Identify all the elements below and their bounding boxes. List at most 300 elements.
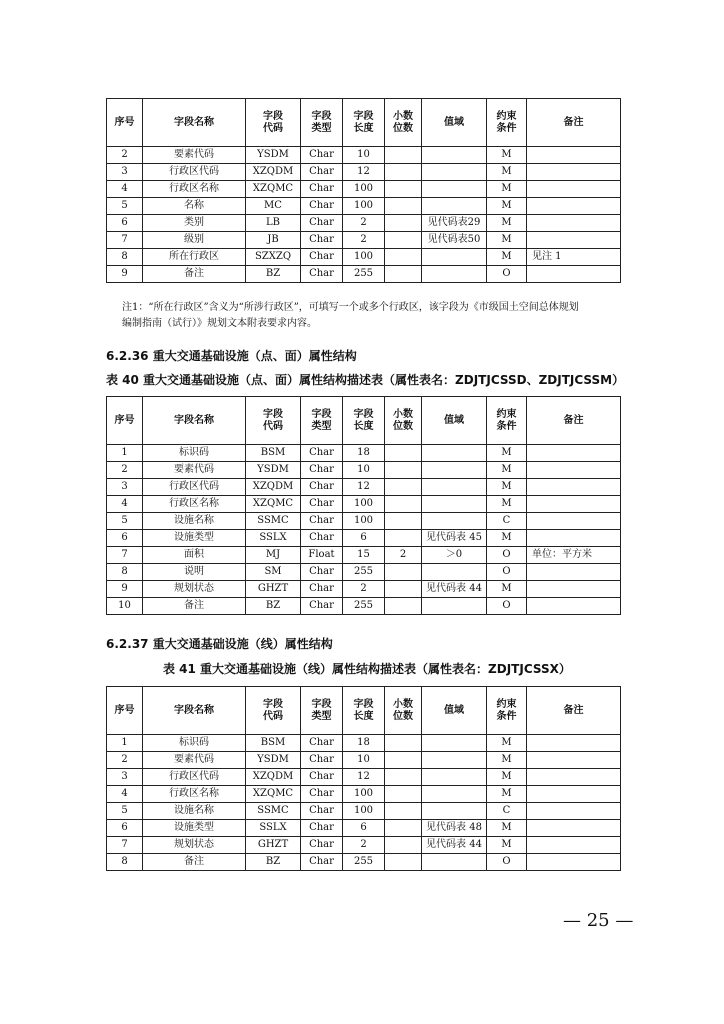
cell-seq: 5 — [107, 513, 143, 530]
table-row — [107, 232, 621, 249]
cell-remark — [527, 564, 621, 581]
cell-remark — [527, 513, 621, 530]
cell-type: Char — [301, 786, 343, 803]
cell-type: Char — [301, 249, 343, 266]
cell-decimals — [385, 735, 422, 752]
cell-length: 255 — [343, 266, 385, 283]
cell-decimals — [385, 820, 422, 837]
cell-decimals — [385, 462, 422, 479]
cell-code: MC — [246, 198, 301, 215]
header-length: 字段 长度 — [343, 687, 385, 735]
cell-remark: 单位：平方米 — [527, 547, 621, 564]
cell-seq: 2 — [107, 462, 143, 479]
note-line-2: 编制指南（试行）》规划文本附表要求内容。 — [122, 318, 317, 329]
cell-name: 备注 — [143, 854, 246, 871]
cell-remark — [527, 598, 621, 615]
cell-remark — [527, 786, 621, 803]
cell-name: 标识码 — [143, 735, 246, 752]
cell-constraint: M — [487, 249, 527, 266]
table-row — [107, 803, 621, 820]
header-decimals: 小数 位数 — [385, 687, 422, 735]
cell-name: 行政区代码 — [143, 479, 246, 496]
cell-length: 10 — [343, 462, 385, 479]
cell-constraint: M — [487, 147, 527, 164]
cell-remark — [527, 854, 621, 871]
header-name: 字段名称 — [143, 687, 246, 735]
cell-code: GHZT — [246, 581, 301, 598]
cell-length: 2 — [343, 215, 385, 232]
cell-code: SSLX — [246, 820, 301, 837]
table-row — [107, 547, 621, 564]
cell-remark — [527, 581, 621, 598]
cell-domain — [422, 496, 487, 513]
table-row — [107, 215, 621, 232]
cell-decimals: 2 — [385, 547, 422, 564]
cell-domain — [422, 786, 487, 803]
cell-length: 100 — [343, 513, 385, 530]
cell-constraint: M — [487, 164, 527, 181]
header-length: 字段 长度 — [343, 99, 385, 147]
table-body — [107, 147, 621, 283]
table-row — [107, 581, 621, 598]
cell-code: GHZT — [246, 837, 301, 854]
cell-code: JB — [246, 232, 301, 249]
header-remark: 备注 — [527, 397, 621, 445]
table-row — [107, 479, 621, 496]
cell-seq: 4 — [107, 786, 143, 803]
cell-seq: 7 — [107, 837, 143, 854]
cell-constraint: M — [487, 769, 527, 786]
cell-decimals — [385, 513, 422, 530]
cell-seq: 8 — [107, 564, 143, 581]
cell-name: 面积 — [143, 547, 246, 564]
cell-decimals — [385, 786, 422, 803]
cell-length: 15 — [343, 547, 385, 564]
attribute-table-41 — [106, 686, 621, 871]
cell-code: YSDM — [246, 462, 301, 479]
header-type: 字段 类型 — [301, 99, 343, 147]
cell-decimals — [385, 598, 422, 615]
cell-code: BZ — [246, 598, 301, 615]
cell-type: Char — [301, 752, 343, 769]
cell-decimals — [385, 752, 422, 769]
cell-length: 18 — [343, 735, 385, 752]
cell-decimals — [385, 198, 422, 215]
cell-length: 2 — [343, 837, 385, 854]
cell-seq: 2 — [107, 752, 143, 769]
cell-seq: 9 — [107, 266, 143, 283]
header-decimals: 小数 位数 — [385, 397, 422, 445]
cell-domain — [422, 513, 487, 530]
cell-type: Char — [301, 803, 343, 820]
cell-seq: 4 — [107, 496, 143, 513]
cell-name: 行政区名称 — [143, 786, 246, 803]
cell-type: Char — [301, 530, 343, 547]
cell-constraint: C — [487, 803, 527, 820]
cell-domain — [422, 479, 487, 496]
header-type: 字段 类型 — [301, 687, 343, 735]
cell-remark — [527, 232, 621, 249]
cell-domain — [422, 462, 487, 479]
cell-seq: 5 — [107, 803, 143, 820]
table-row — [107, 752, 621, 769]
cell-domain — [422, 164, 487, 181]
cell-domain: ＞0 — [422, 547, 487, 564]
cell-code: SSLX — [246, 530, 301, 547]
header-decimals: 小数 位数 — [385, 99, 422, 147]
cell-name: 要素代码 — [143, 752, 246, 769]
cell-constraint: M — [487, 735, 527, 752]
cell-type: Char — [301, 479, 343, 496]
cell-length: 100 — [343, 496, 385, 513]
cell-constraint: M — [487, 215, 527, 232]
cell-name: 设施名称 — [143, 513, 246, 530]
cell-type: Char — [301, 837, 343, 854]
cell-domain — [422, 735, 487, 752]
cell-remark — [527, 266, 621, 283]
cell-name: 要素代码 — [143, 462, 246, 479]
cell-code: YSDM — [246, 147, 301, 164]
table-body — [107, 445, 621, 615]
table-row — [107, 598, 621, 615]
cell-remark — [527, 820, 621, 837]
note-line-1: 注1：“所在行政区”含义为“所涉行政区”，可填写一个或多个行政区，该字段为《市级国土空间总体规划 — [122, 302, 579, 313]
header-length: 字段 长度 — [343, 397, 385, 445]
cell-constraint: M — [487, 530, 527, 547]
cell-decimals — [385, 232, 422, 249]
cell-seq: 7 — [107, 547, 143, 564]
table-header-row — [107, 687, 621, 735]
cell-decimals — [385, 215, 422, 232]
cell-type: Char — [301, 513, 343, 530]
table-row — [107, 837, 621, 854]
cell-constraint: M — [487, 496, 527, 513]
header-seq: 序号 — [107, 99, 143, 147]
header-code: 字段 代码 — [246, 99, 301, 147]
cell-seq: 10 — [107, 598, 143, 615]
cell-remark — [527, 181, 621, 198]
table-row — [107, 735, 621, 752]
cell-seq: 5 — [107, 198, 143, 215]
table-row — [107, 496, 621, 513]
cell-type: Char — [301, 769, 343, 786]
cell-remark — [527, 164, 621, 181]
table-row — [107, 530, 621, 547]
cell-length: 100 — [343, 803, 385, 820]
header-remark: 备注 — [527, 99, 621, 147]
cell-type: Float — [301, 547, 343, 564]
cell-length: 100 — [343, 786, 385, 803]
table-row — [107, 854, 621, 871]
table-row — [107, 769, 621, 786]
cell-domain — [422, 752, 487, 769]
cell-constraint: M — [487, 752, 527, 769]
cell-name: 类别 — [143, 215, 246, 232]
table-row — [107, 462, 621, 479]
cell-type: Char — [301, 854, 343, 871]
cell-seq: 3 — [107, 164, 143, 181]
cell-constraint: M — [487, 820, 527, 837]
cell-length: 100 — [343, 249, 385, 266]
cell-remark — [527, 445, 621, 462]
cell-domain — [422, 854, 487, 871]
cell-constraint: M — [487, 232, 527, 249]
cell-type: Char — [301, 598, 343, 615]
cell-code: SZXZQ — [246, 249, 301, 266]
cell-seq: 1 — [107, 445, 143, 462]
cell-constraint: O — [487, 598, 527, 615]
cell-domain: 见代码表 44 — [422, 837, 487, 854]
cell-remark — [527, 837, 621, 854]
cell-type: Char — [301, 147, 343, 164]
cell-seq: 9 — [107, 581, 143, 598]
cell-decimals — [385, 147, 422, 164]
cell-decimals — [385, 496, 422, 513]
cell-name: 名称 — [143, 198, 246, 215]
cell-seq: 8 — [107, 249, 143, 266]
cell-constraint: O — [487, 266, 527, 283]
cell-code: SSMC — [246, 513, 301, 530]
cell-domain: 见代码表 48 — [422, 820, 487, 837]
header-remark: 备注 — [527, 687, 621, 735]
cell-name: 所在行政区 — [143, 249, 246, 266]
cell-constraint: M — [487, 837, 527, 854]
header-code: 字段 代码 — [246, 687, 301, 735]
cell-code: XZQDM — [246, 479, 301, 496]
header-constraint: 约束 条件 — [487, 99, 527, 147]
cell-seq: 3 — [107, 479, 143, 496]
cell-length: 18 — [343, 445, 385, 462]
cell-length: 6 — [343, 530, 385, 547]
cell-type: Char — [301, 266, 343, 283]
section-heading: 6.2.36 重大交通基础设施（点、面）属性结构 — [106, 349, 357, 363]
cell-name: 行政区名称 — [143, 181, 246, 198]
cell-constraint: C — [487, 513, 527, 530]
cell-code: XZQMC — [246, 496, 301, 513]
cell-remark — [527, 198, 621, 215]
cell-decimals — [385, 530, 422, 547]
cell-constraint: M — [487, 181, 527, 198]
cell-domain: 见代码表 44 — [422, 581, 487, 598]
cell-decimals — [385, 249, 422, 266]
cell-constraint: O — [487, 564, 527, 581]
cell-domain — [422, 147, 487, 164]
cell-domain — [422, 769, 487, 786]
header-name: 字段名称 — [143, 397, 246, 445]
cell-remark — [527, 462, 621, 479]
table-caption: 表 40 重大交通基础设施（点、面）属性结构描述表（属性表名：ZDJTJCSSD、ZDJTJCSSM） — [106, 373, 625, 387]
header-domain: 值域 — [422, 687, 487, 735]
cell-seq: 7 — [107, 232, 143, 249]
cell-decimals — [385, 803, 422, 820]
cell-domain: 见代码表 45 — [422, 530, 487, 547]
cell-remark — [527, 752, 621, 769]
cell-type: Char — [301, 735, 343, 752]
header-seq: 序号 — [107, 397, 143, 445]
cell-length: 2 — [343, 581, 385, 598]
cell-length: 12 — [343, 164, 385, 181]
cell-constraint: M — [487, 786, 527, 803]
cell-code: BSM — [246, 735, 301, 752]
cell-decimals — [385, 837, 422, 854]
table-row — [107, 147, 621, 164]
header-domain: 值域 — [422, 397, 487, 445]
cell-remark — [527, 769, 621, 786]
cell-length: 12 — [343, 769, 385, 786]
cell-code: SM — [246, 564, 301, 581]
cell-remark: 见注 1 — [527, 249, 621, 266]
cell-name: 设施类型 — [143, 820, 246, 837]
cell-seq: 6 — [107, 215, 143, 232]
cell-name: 级别 — [143, 232, 246, 249]
cell-domain — [422, 198, 487, 215]
table-row — [107, 564, 621, 581]
cell-domain — [422, 598, 487, 615]
cell-constraint: M — [487, 581, 527, 598]
cell-seq: 6 — [107, 820, 143, 837]
header-name: 字段名称 — [143, 99, 246, 147]
cell-type: Char — [301, 445, 343, 462]
cell-decimals — [385, 564, 422, 581]
cell-type: Char — [301, 820, 343, 837]
table-caption: 表 41 重大交通基础设施（线）属性结构描述表（属性表名：ZDJTJCSSX） — [163, 662, 571, 676]
cell-length: 2 — [343, 232, 385, 249]
cell-code: BSM — [246, 445, 301, 462]
header-type: 字段 类型 — [301, 397, 343, 445]
cell-decimals — [385, 181, 422, 198]
cell-seq: 3 — [107, 769, 143, 786]
cell-domain: 见代码表29 — [422, 215, 487, 232]
section-heading: 6.2.37 重大交通基础设施（线）属性结构 — [106, 637, 333, 651]
cell-name: 规划状态 — [143, 837, 246, 854]
header-constraint: 约束 条件 — [487, 687, 527, 735]
table-row — [107, 198, 621, 215]
cell-name: 说明 — [143, 564, 246, 581]
cell-name: 要素代码 — [143, 147, 246, 164]
cell-code: MJ — [246, 547, 301, 564]
table-note — [122, 300, 622, 332]
cell-remark — [527, 479, 621, 496]
cell-remark — [527, 530, 621, 547]
cell-seq: 2 — [107, 147, 143, 164]
table-row — [107, 266, 621, 283]
cell-decimals — [385, 266, 422, 283]
table-header-row — [107, 99, 621, 147]
cell-code: XZQDM — [246, 769, 301, 786]
table-row — [107, 181, 621, 198]
cell-code: BZ — [246, 854, 301, 871]
cell-length: 6 — [343, 820, 385, 837]
cell-name: 设施类型 — [143, 530, 246, 547]
cell-length: 10 — [343, 752, 385, 769]
cell-length: 12 — [343, 479, 385, 496]
cell-type: Char — [301, 198, 343, 215]
cell-type: Char — [301, 564, 343, 581]
cell-domain — [422, 181, 487, 198]
cell-name: 备注 — [143, 266, 246, 283]
cell-name: 行政区代码 — [143, 769, 246, 786]
cell-decimals — [385, 581, 422, 598]
cell-seq: 8 — [107, 854, 143, 871]
cell-name: 行政区代码 — [143, 164, 246, 181]
table-row — [107, 164, 621, 181]
cell-domain: 见代码表50 — [422, 232, 487, 249]
cell-domain — [422, 249, 487, 266]
cell-remark — [527, 803, 621, 820]
header-seq: 序号 — [107, 687, 143, 735]
attribute-table-continued — [106, 98, 621, 283]
cell-constraint: O — [487, 547, 527, 564]
cell-constraint: O — [487, 854, 527, 871]
cell-decimals — [385, 445, 422, 462]
table-row — [107, 513, 621, 530]
cell-length: 100 — [343, 198, 385, 215]
page-number: — 25 — — [563, 910, 634, 931]
cell-seq: 4 — [107, 181, 143, 198]
cell-code: LB — [246, 215, 301, 232]
table-row — [107, 249, 621, 266]
cell-type: Char — [301, 164, 343, 181]
cell-length: 255 — [343, 564, 385, 581]
cell-domain — [422, 564, 487, 581]
table-header-row — [107, 397, 621, 445]
header-constraint: 约束 条件 — [487, 397, 527, 445]
cell-constraint: M — [487, 462, 527, 479]
cell-domain — [422, 803, 487, 820]
cell-decimals — [385, 479, 422, 496]
cell-type: Char — [301, 232, 343, 249]
cell-type: Char — [301, 462, 343, 479]
cell-type: Char — [301, 181, 343, 198]
attribute-table-40 — [106, 396, 621, 615]
cell-domain — [422, 445, 487, 462]
cell-name: 规划状态 — [143, 581, 246, 598]
cell-length: 10 — [343, 147, 385, 164]
cell-type: Char — [301, 581, 343, 598]
cell-type: Char — [301, 496, 343, 513]
cell-length: 255 — [343, 598, 385, 615]
cell-name: 备注 — [143, 598, 246, 615]
cell-constraint: M — [487, 479, 527, 496]
cell-type: Char — [301, 215, 343, 232]
cell-length: 100 — [343, 181, 385, 198]
cell-code: XZQMC — [246, 786, 301, 803]
table-body — [107, 735, 621, 871]
cell-remark — [527, 735, 621, 752]
header-code: 字段 代码 — [246, 397, 301, 445]
cell-name: 标识码 — [143, 445, 246, 462]
cell-name: 设施名称 — [143, 803, 246, 820]
cell-constraint: M — [487, 198, 527, 215]
cell-decimals — [385, 769, 422, 786]
cell-length: 255 — [343, 854, 385, 871]
cell-code: YSDM — [246, 752, 301, 769]
table-row — [107, 820, 621, 837]
cell-decimals — [385, 854, 422, 871]
cell-remark — [527, 147, 621, 164]
table-row — [107, 786, 621, 803]
cell-code: XZQMC — [246, 181, 301, 198]
cell-name: 行政区名称 — [143, 496, 246, 513]
cell-seq: 1 — [107, 735, 143, 752]
table-row — [107, 445, 621, 462]
cell-code: SSMC — [246, 803, 301, 820]
cell-decimals — [385, 164, 422, 181]
cell-remark — [527, 215, 621, 232]
cell-code: BZ — [246, 266, 301, 283]
cell-domain — [422, 266, 487, 283]
cell-code: XZQDM — [246, 164, 301, 181]
